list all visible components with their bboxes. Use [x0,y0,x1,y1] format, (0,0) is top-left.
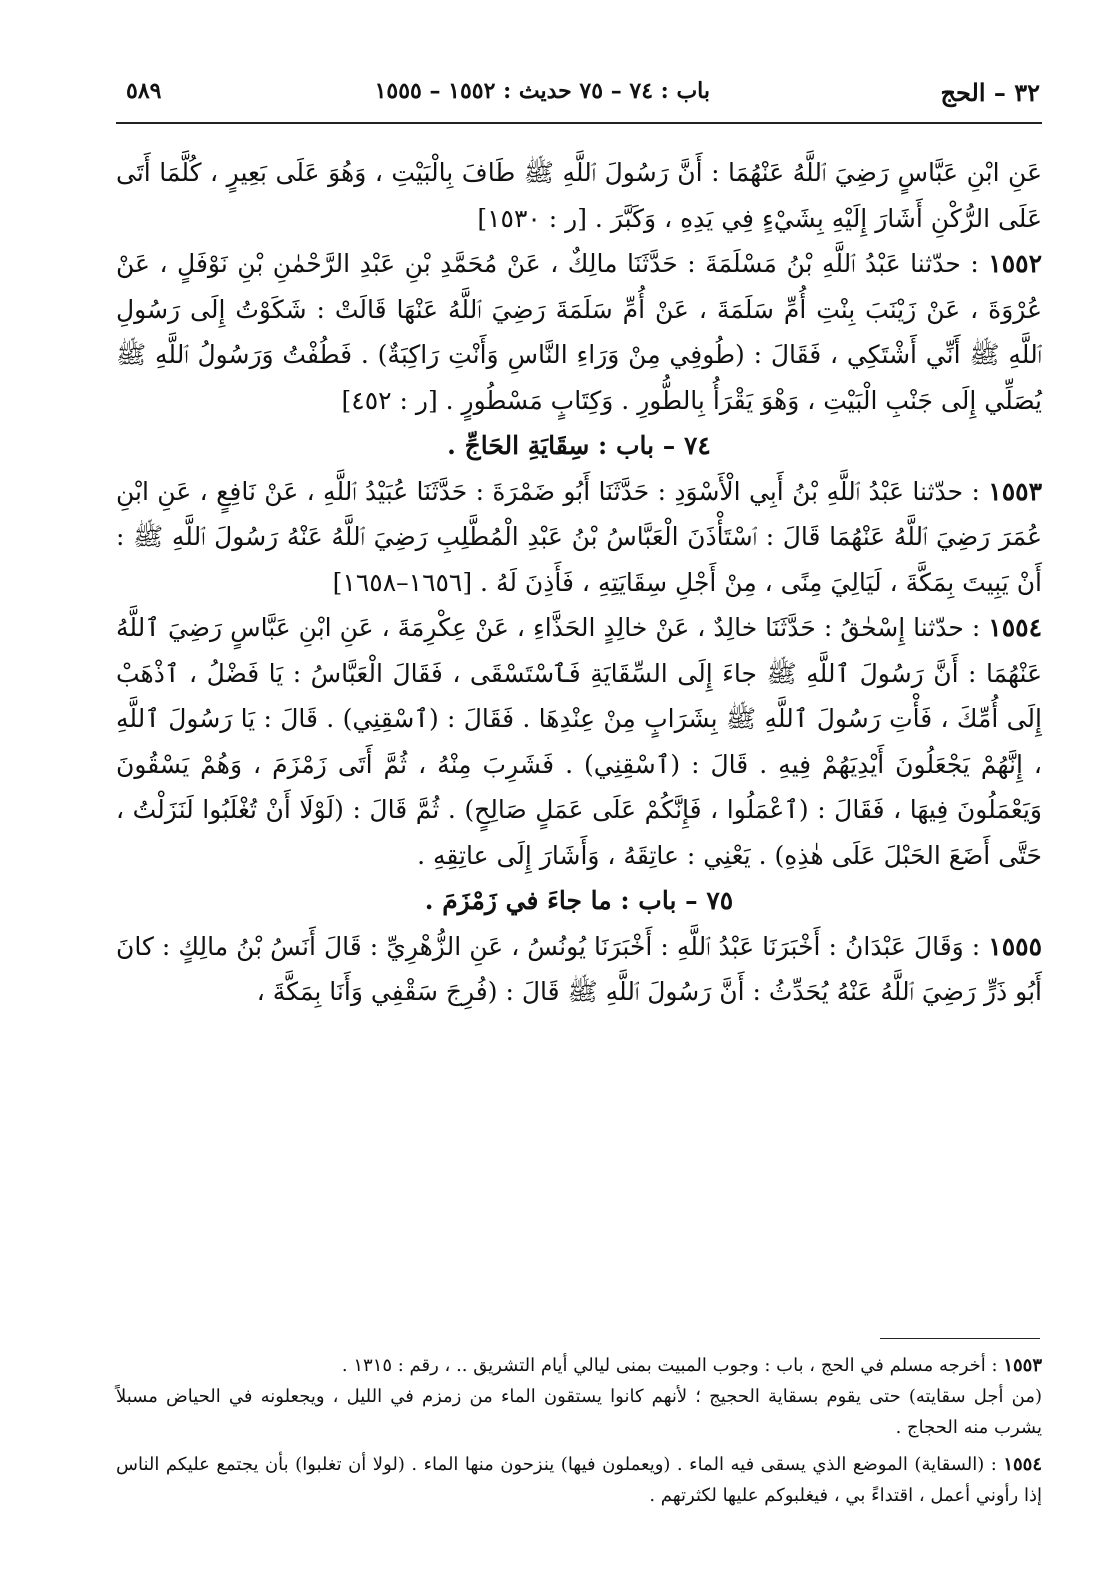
hadith-1555 [116,924,1042,1015]
bab-heading-75: ٧٥ – باب : ما جاءَ في زَمْزَمَ . [424,886,734,915]
hadith-number: ١٥٥٤ [988,613,1042,642]
footnote-text: : أخرجه مسلم في الحج ، باب : وجوب المبيت بمنى ليالي أيام التشريق .. ، رقم : ١٣١٥ . [341,1355,1004,1376]
header-rule [116,122,1042,124]
footnote-rule [880,1338,1040,1339]
page-number: ٥٨٩ [126,78,162,104]
footnote-1553 [116,1350,1042,1381]
running-header [118,78,1040,118]
footnote-text: : (السقاية) الموضع الذي يسقى فيه الماء . (ويعملون فيها) ينزحون منها الماء . (لولا أن تغلبوا) بأن يجتمع عليكم الناس إذا رأوني أعمل ، اقتداءً بي ، فيغلبوكم عليها لكثرتهم . [116,1454,1042,1506]
bab-hadith-reference: باب : ٧٤ – ٧٥ حديث : ١٥٥٢ – ١٥٥٥ [374,78,710,104]
hadith-1554 [116,605,1042,878]
footnote-1553-gloss: (من أجل سقايته) حتى يقوم بسقاية الحجيج ؛ لأنهم كانوا يستقون الماء من زمزم في الليل ، ويجعلونه في الحياض مسبلاً يشرب منه الحجاج . [116,1386,1042,1438]
hadith-1551-continuation [116,150,1042,241]
hadith-number: ١٥٥٥ [988,931,1042,961]
hadith-1552 [116,241,1042,423]
footnote-1554 [116,1449,1042,1511]
bab-heading-74: ٧٤ – باب : سِقَايَةِ الحَاجِّ . [447,431,711,460]
footnotes [116,1350,1042,1511]
main-text [116,150,1042,1015]
chapter-title: ٣٢ – الحج [940,78,1040,107]
hadith-text: : وَقَالَ عَبْدَانُ : أَخْبَرَنَا عَبْدُ ٱللَّهِ : أَخْبَرَنَا يُونُسُ ، عَنِ الزُّهْرِيِّ : قَالَ أَنَسُ بْنُ مالِكٍ : كانَ أَبُو ذَرٍّ رَضِيَ ٱللَّهُ عَنْهُ يُحَدِّثُ : أَنَّ رَسُولَ ٱللَّهِ ﷺ قَالَ : (فُرِجَ سَقْفِي وَأَنَا بِمَكَّةَ ، [116,931,1042,1006]
hadith-number: ١٥٥٢ [988,249,1042,278]
hadith-text: : حدّثنا عَبْدُ ٱللَّهِ بْنُ مَسْلَمَةَ : حَدَّثَنَا مالِكٌ ، عَنْ مُحَمَّدِ بْنِ عَبْدِ الرَّحْمٰنِ بْنِ نَوْفَلٍ ، عَنْ عُرْوَةَ ، عَنْ زَيْنَبَ بِنْتِ أُمِّ سَلَمَةَ ، عَنْ أُمِّ سَلَمَةَ رَضِيَ ٱللَّهُ عَنْهَا قَالَتْ : شَكَوْتُ إِلَى رَسُولِ ٱللَّهِ ﷺ أَنِّي أَشْتَكِي ، فَقَالَ : (طُوفِي مِنْ وَرَاءِ النَّاسِ وَأَنْتِ رَاكِبَةٌ) . فَطُفْتُ وَرَسُولُ ٱللَّهِ ﷺ يُصَلِّي إِلَى جَنْبِ الْبَيْتِ ، وَهْوَ يَقْرَأُ بِالطُّورِ . وَكِتَابٍ مَسْطُورٍ . [ر : ٤٥٢] [116,249,1042,415]
hadith-number: ١٥٥٣ [988,476,1043,506]
paragraph-text: عَنِ ابْنِ عَبَّاسٍ رَضِيَ ٱللَّهُ عَنْهُمَا : أَنَّ رَسُولَ ٱللَّهِ ﷺ طَافَ بِالْبَيْتِ ، وَهُوَ عَلَى بَعِيرٍ ، كُلَّمَا أَتَى عَلَى الرُّكْنِ أَشَارَ إِلَيْهِ بِشَيْءٍ فِي يَدِهِ ، وَكَبَّرَ . [ر : ١٥٣٠] [116,158,1042,233]
hadith-1553 [116,469,1042,606]
footnote-number: ١٥٥٤ [1003,1454,1042,1475]
footnote-number: ١٥٥٣ [1003,1355,1042,1376]
hadith-text: : حدّثنا إِسْحٰقُ : حَدَّثَنَا خالِدٌ ، عَنْ خالِدٍ الحَذَّاءِ ، عَنْ عِكْرِمَةَ ، عَنِ ابْنِ عَبَّاسٍ رَضِيَ ٱللَّهُ عَنْهُمَا : أَنَّ رَسُولَ ٱللَّهِ ﷺ جاءَ إِلَى السِّقَايَةِ فَٱسْتَسْقَى ، فَقَالَ الْعَبَّاسُ : يَا فَضْلُ ، ٱذْهَبْ إِلَى أُمِّكَ ، فَأْتِ رَسُولَ ٱللَّهِ ﷺ بِشَرَابٍ مِنْ عِنْدِهَا . فَقَالَ : (ٱسْقِنِي) . قَالَ : يَا رَسُولَ ٱللَّهِ ، إِنَّهُمْ يَجْعَلُونَ أَيْدِيَهُمْ فِيهِ . قَالَ : (ٱسْقِنِي) . فَشَرِبَ مِنْهُ ، ثُمَّ أَتَى زَمْزَمَ ، وَهُمْ يَسْقُونَ وَيَعْمَلُونَ فِيهَا ، فَقَالَ : (ٱعْمَلُوا ، فَإِنَّكُمْ عَلَى عَمَلٍ صَالِحٍ) . ثُمَّ قَالَ : (لَوْلَا أَنْ تُغْلَبُوا لَنَزَلْتُ ، حَتَّى أَضَعَ الحَبْلَ عَلَى هٰذِهِ) . يَعْنِي : عاتِقَهُ ، وَأَشَارَ إِلَى عاتِقِهِ . [116,613,1042,870]
hadith-text: : حدّثنا عَبْدُ ٱللَّهِ بْنُ أَبِي الْأَسْوَدِ : حَدَّثَنَا أَبُو ضَمْرَةَ : حَدَّثَنَا عُبَيْدُ ٱللَّهِ ، عَنْ نَافِعٍ ، عَنِ ابْنِ عُمَرَ رَضِيَ ٱللَّهُ عَنْهُمَا قَالَ : ٱسْتَأْذَنَ الْعَبَّاسُ بْنُ عَبْدِ الْمُطَّلِبِ رَضِيَ ٱللَّهُ عَنْهُ رَسُولَ ٱللَّهِ ﷺ : أَنْ يَبِيتَ بِمَكَّةَ ، لَيَالِيَ مِنًى ، مِنْ أَجْلِ سِقَايَتِهِ ، فَأَذِنَ لَهُ . [١٦٥٦–١٦٥٨] [116,476,1042,597]
